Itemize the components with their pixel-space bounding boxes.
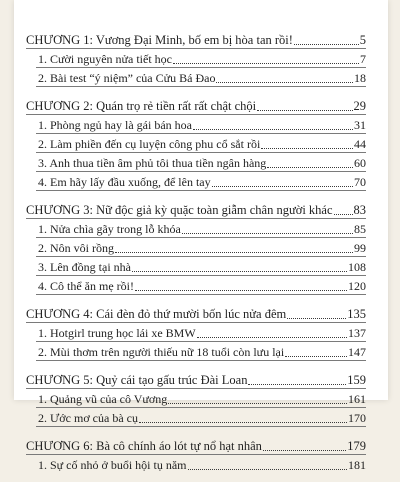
page-number: 7	[360, 52, 366, 66]
item-title: 4. Cô thể ăn mẹ rồi!	[38, 279, 134, 293]
page-number: 83	[353, 203, 366, 217]
dot-leader	[267, 166, 353, 168]
item-title: 1. Quảng vũ của cô Vương	[38, 392, 168, 406]
page-number: 181	[348, 458, 366, 472]
page-number: 60	[354, 156, 366, 170]
page-number: 108	[348, 260, 366, 274]
page-number: 161	[348, 392, 366, 406]
item-title: 2. Mùi thơm trên người thiếu nữ 18 tuổi còn lưu lại	[38, 345, 285, 359]
chapter-group-1	[26, 30, 366, 87]
toc-item-entry	[26, 276, 366, 294]
dot-leader	[257, 109, 352, 111]
toc-chapter-entry	[26, 304, 366, 322]
chapter-group-3	[26, 200, 366, 295]
page-number: 135	[347, 307, 366, 321]
dot-leader	[334, 213, 353, 215]
chapter-title: CHƯƠNG 4: Cái đèn đỏ thứ mười bốn lúc nửa đêm	[26, 307, 287, 321]
chapter-title: CHƯƠNG 3: Nữ độc giả kỳ quặc toàn giẫm chân người khác	[26, 203, 333, 217]
item-title: 3. Anh thua tiền âm phủ tôi thua tiền ngân hàng	[38, 156, 267, 170]
toc-item-entry	[26, 219, 366, 237]
divider	[36, 426, 366, 427]
dot-leader	[263, 449, 346, 451]
chapter-title: CHƯƠNG 2: Quán trọ rẻ tiền rất rất chật chội	[26, 99, 257, 113]
dot-leader	[115, 251, 353, 253]
page-number: 120	[348, 279, 366, 293]
page-number: 170	[348, 411, 366, 425]
chapter-title: CHƯƠNG 1: Vương Đại Minh, bố em bị hòa tan rồi!	[26, 33, 293, 47]
dot-leader	[139, 421, 347, 423]
book-page	[14, 0, 388, 472]
item-title: 2. Nôn vôi rồng	[38, 241, 114, 255]
dot-leader	[173, 62, 359, 64]
toc-item-entry	[26, 455, 366, 473]
item-title: 1. Cười nguyên nửa tiết học	[38, 52, 172, 66]
toc-item-entry	[26, 238, 366, 256]
page-number: 99	[354, 241, 366, 255]
toc-item-entry	[26, 408, 366, 426]
toc-item-entry	[26, 342, 366, 360]
dot-leader	[261, 147, 353, 149]
dot-leader	[132, 270, 347, 272]
toc-chapter-entry	[26, 370, 366, 388]
toc-chapter-entry	[26, 30, 366, 48]
item-title: 4. Em hãy lấy đầu xuống, để lên tay	[38, 175, 211, 189]
page-number: 70	[354, 175, 366, 189]
chapter-group-4	[26, 304, 366, 361]
item-title: 1. Sự cố nhỏ ở buổi hội tụ năm	[38, 458, 187, 472]
toc-item-entry	[26, 134, 366, 152]
dot-leader	[182, 232, 353, 234]
divider	[36, 86, 366, 87]
toc-item-entry	[26, 153, 366, 171]
dot-leader	[212, 185, 353, 187]
toc-item-entry	[26, 172, 366, 190]
toc-item-entry	[26, 389, 366, 407]
toc-chapter-entry	[26, 200, 366, 218]
item-title: 2. Ước mơ của bà cụ	[38, 411, 138, 425]
page-number: 159	[347, 373, 366, 387]
item-title: 1. Hotgirl trung học lái xe BMW	[38, 326, 196, 340]
dot-leader	[197, 336, 347, 338]
toc-chapter-entry	[26, 436, 366, 454]
chapter-group-6	[26, 436, 366, 473]
toc-item-entry	[26, 115, 366, 133]
page-number: 18	[354, 71, 366, 85]
divider	[36, 294, 366, 295]
toc-item-entry	[26, 257, 366, 275]
dot-leader	[287, 317, 346, 319]
chapter-group-2	[26, 96, 366, 191]
page-number: 85	[354, 222, 366, 236]
page-number: 31	[354, 118, 366, 132]
page-number: 137	[348, 326, 366, 340]
item-title: 2. Làm phiền đến cụ luyện công phu cổ sắt rồi	[38, 137, 261, 151]
chapter-group-5	[26, 370, 366, 427]
item-title: 2. Bài test “ý niệm” của Cửu Bá Đao	[38, 71, 216, 85]
page-number: 44	[354, 137, 366, 151]
page-number: 5	[359, 33, 366, 47]
toc-item-entry	[26, 68, 366, 86]
toc-item-entry	[26, 323, 366, 341]
dot-leader	[188, 468, 347, 470]
item-title: 1. Phòng ngủ hay là gái bán hoa	[38, 118, 192, 132]
table-of-contents	[26, 30, 366, 482]
chapter-title: CHƯƠNG 6: Bà cô chính áo lót tự nổ hạt nhân	[26, 439, 262, 453]
dot-leader	[193, 128, 353, 130]
page-number: 147	[348, 345, 366, 359]
divider	[36, 360, 366, 361]
toc-chapter-entry	[26, 96, 366, 114]
item-title: 1. Nửa chìa gãy trong lỗ khóa	[38, 222, 181, 236]
divider	[36, 190, 366, 191]
dot-leader	[135, 289, 347, 291]
dot-leader	[285, 355, 347, 357]
toc-item-entry	[26, 49, 366, 67]
chapter-title: CHƯƠNG 5: Quỷ cái tạo gấu trúc Đài Loan	[26, 373, 248, 387]
dot-leader	[248, 383, 346, 385]
dot-leader	[216, 81, 353, 83]
page-number: 29	[353, 99, 366, 113]
item-title: 3. Lên đồng tại nhà	[38, 260, 131, 274]
dot-leader	[168, 402, 347, 404]
page-number: 179	[347, 439, 366, 453]
dot-leader	[294, 43, 359, 45]
